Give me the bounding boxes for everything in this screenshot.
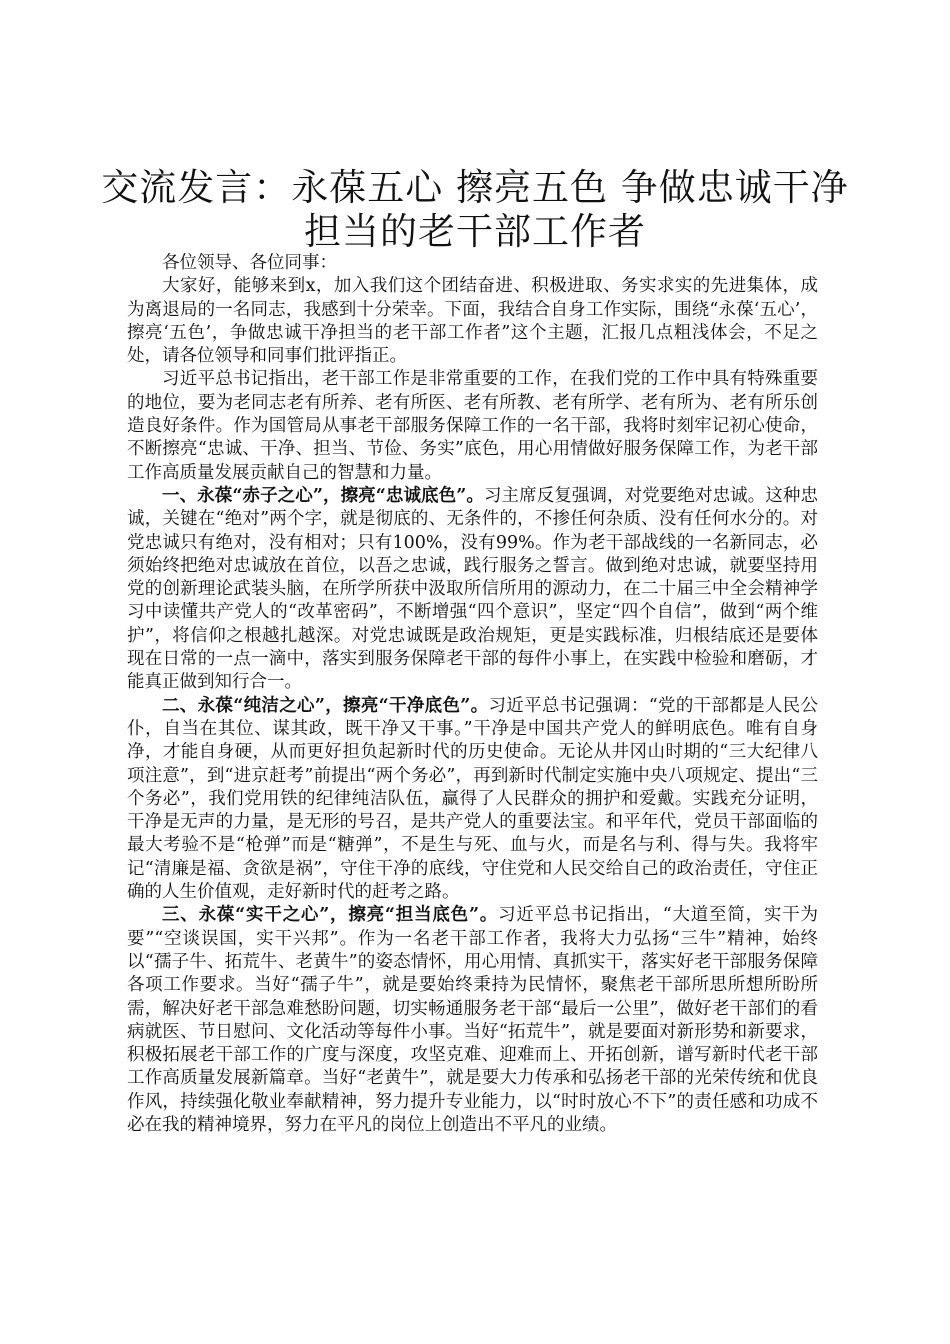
section-1-heading: 一、永葆“赤子之心”，擦亮“忠诚底色”。 — [162, 485, 484, 506]
section-1-text: 习主席反复强调，对党要绝对忠诚。这种忠诚，关键在“绝对”两个字，就是彻底的、无条件的，不掺任何杂质、没有任何水分的。对党忠诚只有绝对，没有相对；只有100%，没有99%。作为老干部战线的一名新同志，必须始终把绝对忠诚放在首位，以吾之忠诚，践行服务之誓言。做到绝对忠诚，就要坚持用党的创新理论武装头脑，在所学所获中汲取所信所用的源动力，在二十届三中全会精神学习中读懂共产党人的“改革密码”，不断增强“四个意识”，坚定“四个自信”，做到“两个维护”，将信仰之根越扎越深。对党忠诚既是政治规矩，更是实践标准，归根结底还是要体现在日常的一点一滴中，落实到服务保障老干部的每件小事上，在实践中检验和磨砺，才能真正做到知行合一。 — [127, 485, 818, 693]
document-title: 交流发言：永葆五心 擦亮五色 争做忠诚干净担当的老干部工作者 — [101, 166, 849, 253]
paragraph-text: 习近平总书记指出，老干部工作是非常重要的工作，在我们党的工作中具有特殊重要的地位，要为老同志老有所养、老有所医、老有所教、老有所学、老有所为、老有所乐创造良好条件。作为国管局从事老干部服务保障工作的一名干部，我将时刻牢记初心使命，不断擦亮“忠诚、干净、担当、节俭、务实”底色，用心用情做好服务保障工作，为老干部工作高质量发展贡献自己的智慧和力量。 — [127, 369, 818, 483]
section-3-heading: 三、永葆“实干之心”，擦亮“担当底色”。 — [162, 905, 499, 926]
paragraph-text: 大家好，能够来到x，加入我们这个团结奋进、积极进取、务实求实的先进集体，成为离退局的一名同志，我感到十分荣幸。下面，我结合自身工作实际，围绕“永葆‘五心’，擦亮‘五色’，争做忠诚干净担当的老干部工作者”这个主题，汇报几点粗浅体会，不足之处，请各位领导和同事们批评指正。 — [127, 276, 818, 367]
greeting: 各位领导、各位同事： — [162, 253, 337, 273]
document-body — [127, 252, 818, 1137]
section-3-text: 习近平总书记指出，“大道至简，实干为要”“空谈误国，实干兴邦”。作为一名老干部工作者，我将大力弘扬“三牛”精神，始终以“孺子牛、拓荒牛、老黄牛”的姿态情怀，用心用情、真抓实干，落实好老干部服务保障各项工作要求。当好“孺子牛”，就是要始终秉持为民情怀，聚焦老干部所思所想所盼所需，解决好老干部急难愁盼问题，切实畅通服务老干部“最后一公里”，做好老干部们的看病就医、节日慰问、文化活动等每件小事。当好“拓荒牛”，就是要面对新形势和新要求，积极拓展老干部工作的广度与深度，攻坚克难、迎难而上、开拓创新，谱写新时代老干部工作高质量发展新篇章。当好“老黄牛”，就是要大力传承和弘扬老干部的光荣传统和优良作风，持续强化敬业奉献精神，努力提升专业能力，以“时时放心不下”的责任感和功成不必在我的精神境界，努力在平凡的岗位上创造出不平凡的业绩。 — [127, 905, 818, 1135]
section-2-heading: 二、永葆“纯洁之心”，擦亮“干净底色”。 — [162, 695, 489, 716]
section-2-text: 习近平总书记强调：“党的干部都是人民公仆，自当在其位、谋其政，既干净又干事。”干净是中国共产党人的鲜明底色。唯有自身净，才能自身硬，从而更好担负起新时代的历史使命。无论从井冈山时期的“三大纪律八项注意”，到“进京赶考”前提出“两个务必”，再到新时代制定实施中央八项规定、提出“三个务必”，我们党用铁的纪律纯洁队伍，赢得了人民群众的拥护和爱戴。实践充分证明，干净是无声的力量，是无形的号召，是共产党人的重要法宝。和平年代，党员干部面临的最大考验不是“枪弹”而是“糖弹”，不是生与死、血与火，而是名与利、得与失。我将牢记“清廉是福、贪欲是祸”，守住干净的底线，守住党和人民交给自己的政治责任，守住正确的人生价值观，走好新时代的赶考之路。 — [127, 695, 818, 903]
paragraph-section-2 — [127, 695, 818, 905]
paragraph-section-3 — [127, 904, 818, 1137]
paragraph-section-1 — [127, 485, 818, 695]
paragraph-context — [127, 368, 818, 484]
paragraph-intro — [127, 275, 818, 368]
